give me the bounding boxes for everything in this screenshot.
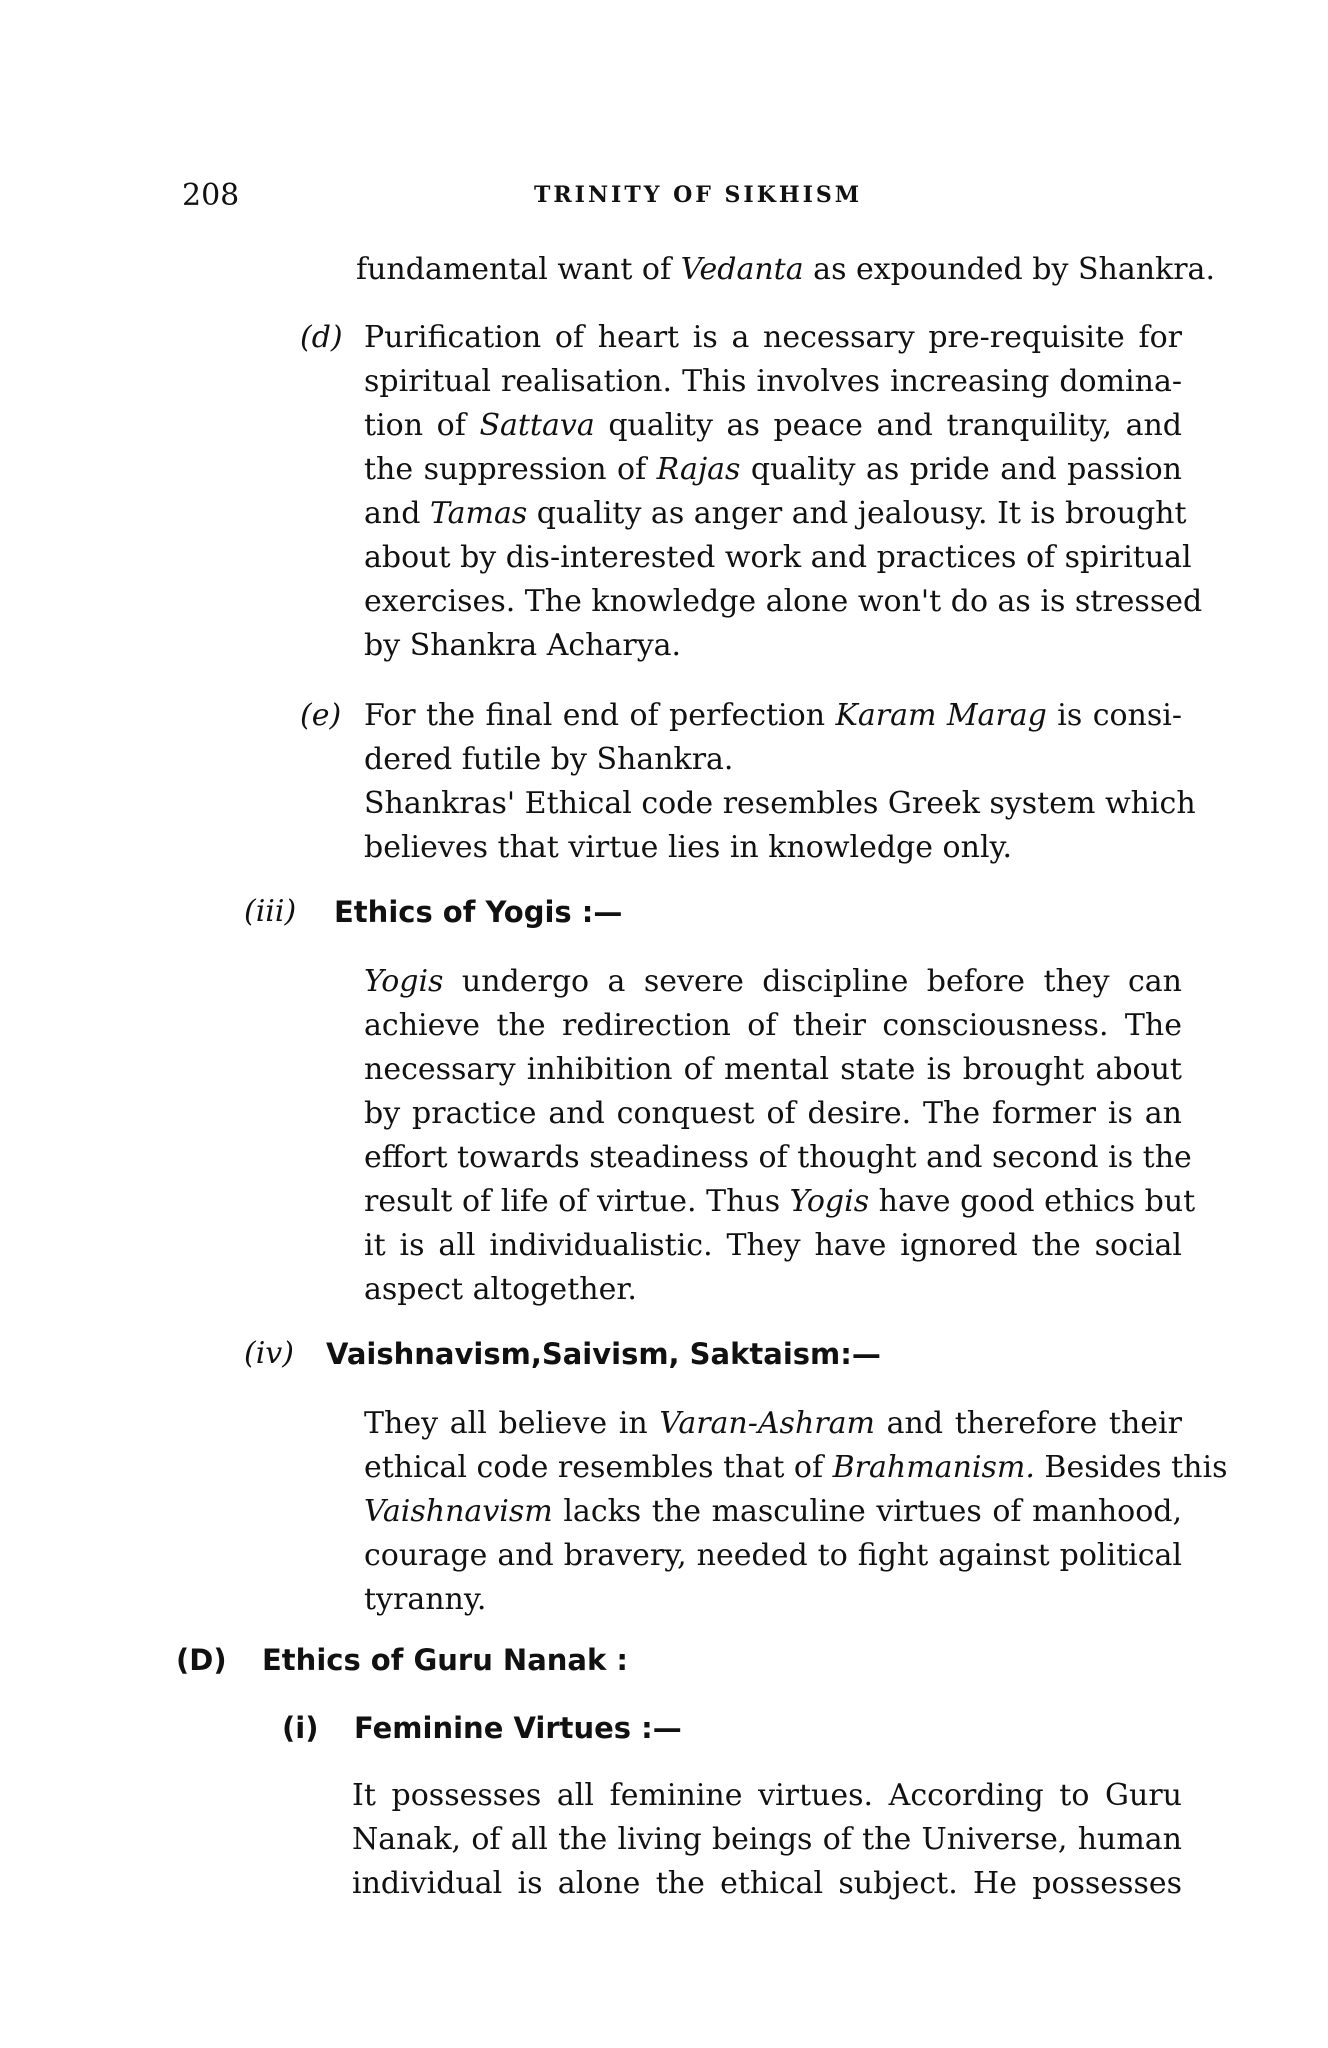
section-heading-D: Ethics of Guru Nanak : [262,1643,628,1677]
section-iv-line: tyranny. [364,1582,487,1617]
section-label-D-i: (i) [282,1711,319,1745]
section-D-i-line: individual is alone the ethical subject. He possesses [352,1866,1182,1901]
item-d-line: and Tamas quality as anger and jealousy. It is brought [364,496,1187,531]
item-d-line: Purification of heart is a necessary pre-requisite for [364,320,1182,355]
section-iii-line: it is all individualistic. They have ignored the social [364,1228,1182,1263]
section-iv-line: They all believe in Varan-Ashram and therefore their [364,1406,1182,1441]
item-d-line: about by dis-interested work and practices of spiritual [364,540,1192,575]
item-e-line: dered futile by Shankra. [364,742,734,777]
section-label-iii: (iii) [244,894,297,929]
text-run: fundamental want of [356,252,681,287]
section-heading-D-i: Feminine Virtues :— [354,1711,682,1745]
section-iv-line: ethical code resembles that of Brahmanism. Besides this [364,1450,1228,1485]
section-label-iv: (iv) [244,1336,294,1371]
paragraph-c-tail [356,250,1215,290]
section-D-i-line: It possesses all feminine virtues. According to Guru [352,1778,1182,1813]
section-iv-line: Vaishnavism lacks the masculine virtues of manhood, [364,1494,1182,1529]
item-d-line: tion of Sattava quality as peace and tranquility, and [364,408,1182,443]
section-iii-line: achieve the redirection of their consciousness. The [364,1008,1182,1043]
section-iv-line: courage and bravery, needed to fight against political [364,1538,1182,1573]
page-number: 208 [182,178,240,213]
item-d-line: the suppression of Rajas quality as pride and passion [364,452,1182,487]
text-run: as expounded by Shankra. [803,252,1215,287]
section-iii-line: by practice and conquest of desire. The former is an [364,1096,1182,1131]
section-iii-line: effort towards steadiness of thought and second is the [364,1140,1192,1175]
item-label-e: (e) [300,698,342,733]
item-e-line: believes that virtue lies in knowledge only. [364,830,1013,865]
item-d-line: exercises. The knowledge alone won't do as is stressed [364,584,1203,619]
item-label-d: (d) [300,320,343,355]
item-e-line: For the final end of perfection Karam Marag is consi- [364,698,1183,733]
item-e-line: Shankras' Ethical code resembles Greek system which [364,786,1196,821]
section-D-i-line: Nanak, of all the living beings of the Universe, human [352,1822,1182,1857]
section-iii-line: Yogis undergo a severe discipline before they can [364,964,1182,999]
section-iii-line: result of life of virtue. Thus Yogis have good ethics but [364,1184,1196,1219]
section-label-D: (D) [176,1643,227,1677]
section-heading-iv: Vaishnavism,Saivism, Saktaism:— [326,1337,881,1371]
section-iii-line: necessary inhibition of mental state is brought about [364,1052,1182,1087]
section-heading-iii: Ethics of Yogis :— [334,895,623,929]
section-iii-line: aspect altogether. [364,1272,637,1307]
running-title: TRINITY OF SIKHISM [534,182,863,208]
item-d-line: spiritual realisation. This involves increasing domina- [364,364,1182,399]
item-d-line: by Shankra Acharya. [364,628,682,663]
italic-term: Vedanta [680,252,804,287]
